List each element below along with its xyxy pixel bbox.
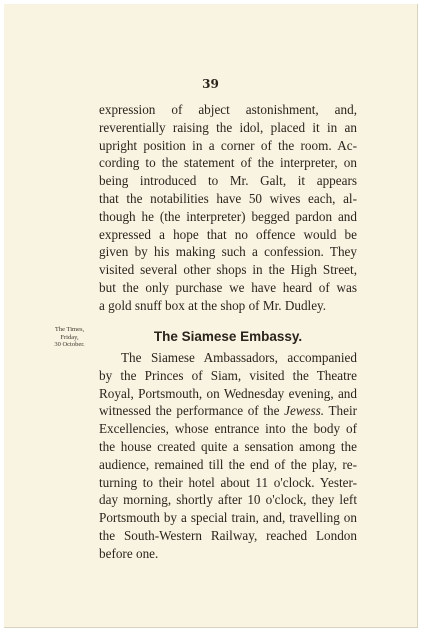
text-line: expression of abject astonishment, and,	[99, 102, 357, 117]
text-line: before one.	[99, 545, 159, 561]
text-line: though he (the interpreter) begged pardon and	[99, 208, 357, 224]
paragraph-siamese-embassy	[99, 349, 357, 563]
text-line: day morning, shortly after 10 o'clock, they left	[99, 492, 357, 508]
text-line: expressed a hope that no offence would be	[99, 226, 357, 242]
text-line: cording to the statement of the interpreter, on	[99, 155, 357, 171]
text-line: turning to their hotel about 11 o'clock. Yester-	[99, 474, 357, 490]
text-line: the South-Western Railway, reached London	[99, 527, 357, 543]
text-line: Royal, Portsmouth, on Wednesday evening, and	[99, 385, 357, 401]
text-line: a gold snuff box at the shop of Mr. Dudley.	[99, 297, 327, 313]
margin-note-line: Friday,	[60, 333, 79, 341]
text-line: visited several other shops in the High Street,	[99, 262, 357, 278]
page-number: 39	[202, 77, 219, 91]
margin-note-line: The Times,	[54, 326, 85, 333]
text-line: the house created quite a sensation among the	[99, 438, 357, 454]
text-line: Excellencies, whose entrance into the body of	[99, 421, 357, 437]
paragraph-continued	[99, 101, 357, 315]
margin-source-note	[42, 326, 97, 349]
book-page	[4, 4, 418, 628]
text-line: upright position in a corner of the room. Ac-	[99, 137, 357, 153]
text-line: that the notabilities have 50 wives each, al-	[99, 190, 357, 206]
text-segment: witnessed the performance of the	[99, 403, 285, 419]
margin-note-line: 30 October.	[54, 341, 85, 348]
italic-title: Jewess.	[284, 403, 325, 419]
text-line: being introduced to Mr. Galt, it appears	[99, 173, 357, 189]
text-line: reverentially raising the idol, placed it in an	[99, 119, 357, 135]
text-line: but the only purchase we have heard of was	[99, 279, 357, 295]
text-line: Portsmouth by a special train, and, travelling on	[99, 510, 357, 526]
text-segment: Their	[324, 403, 358, 419]
section-heading: The Siamese Embassy.	[153, 329, 303, 344]
text-line: The Siamese Ambassadors, accompanied	[121, 350, 357, 365]
text-line-with-italic	[99, 402, 357, 420]
text-line: audience, remained till the end of the play, re-	[99, 456, 357, 472]
text-line: by the Princes of Siam, visited the Theatre	[99, 367, 357, 383]
text-line: given by his making such a confession. They	[99, 244, 357, 260]
